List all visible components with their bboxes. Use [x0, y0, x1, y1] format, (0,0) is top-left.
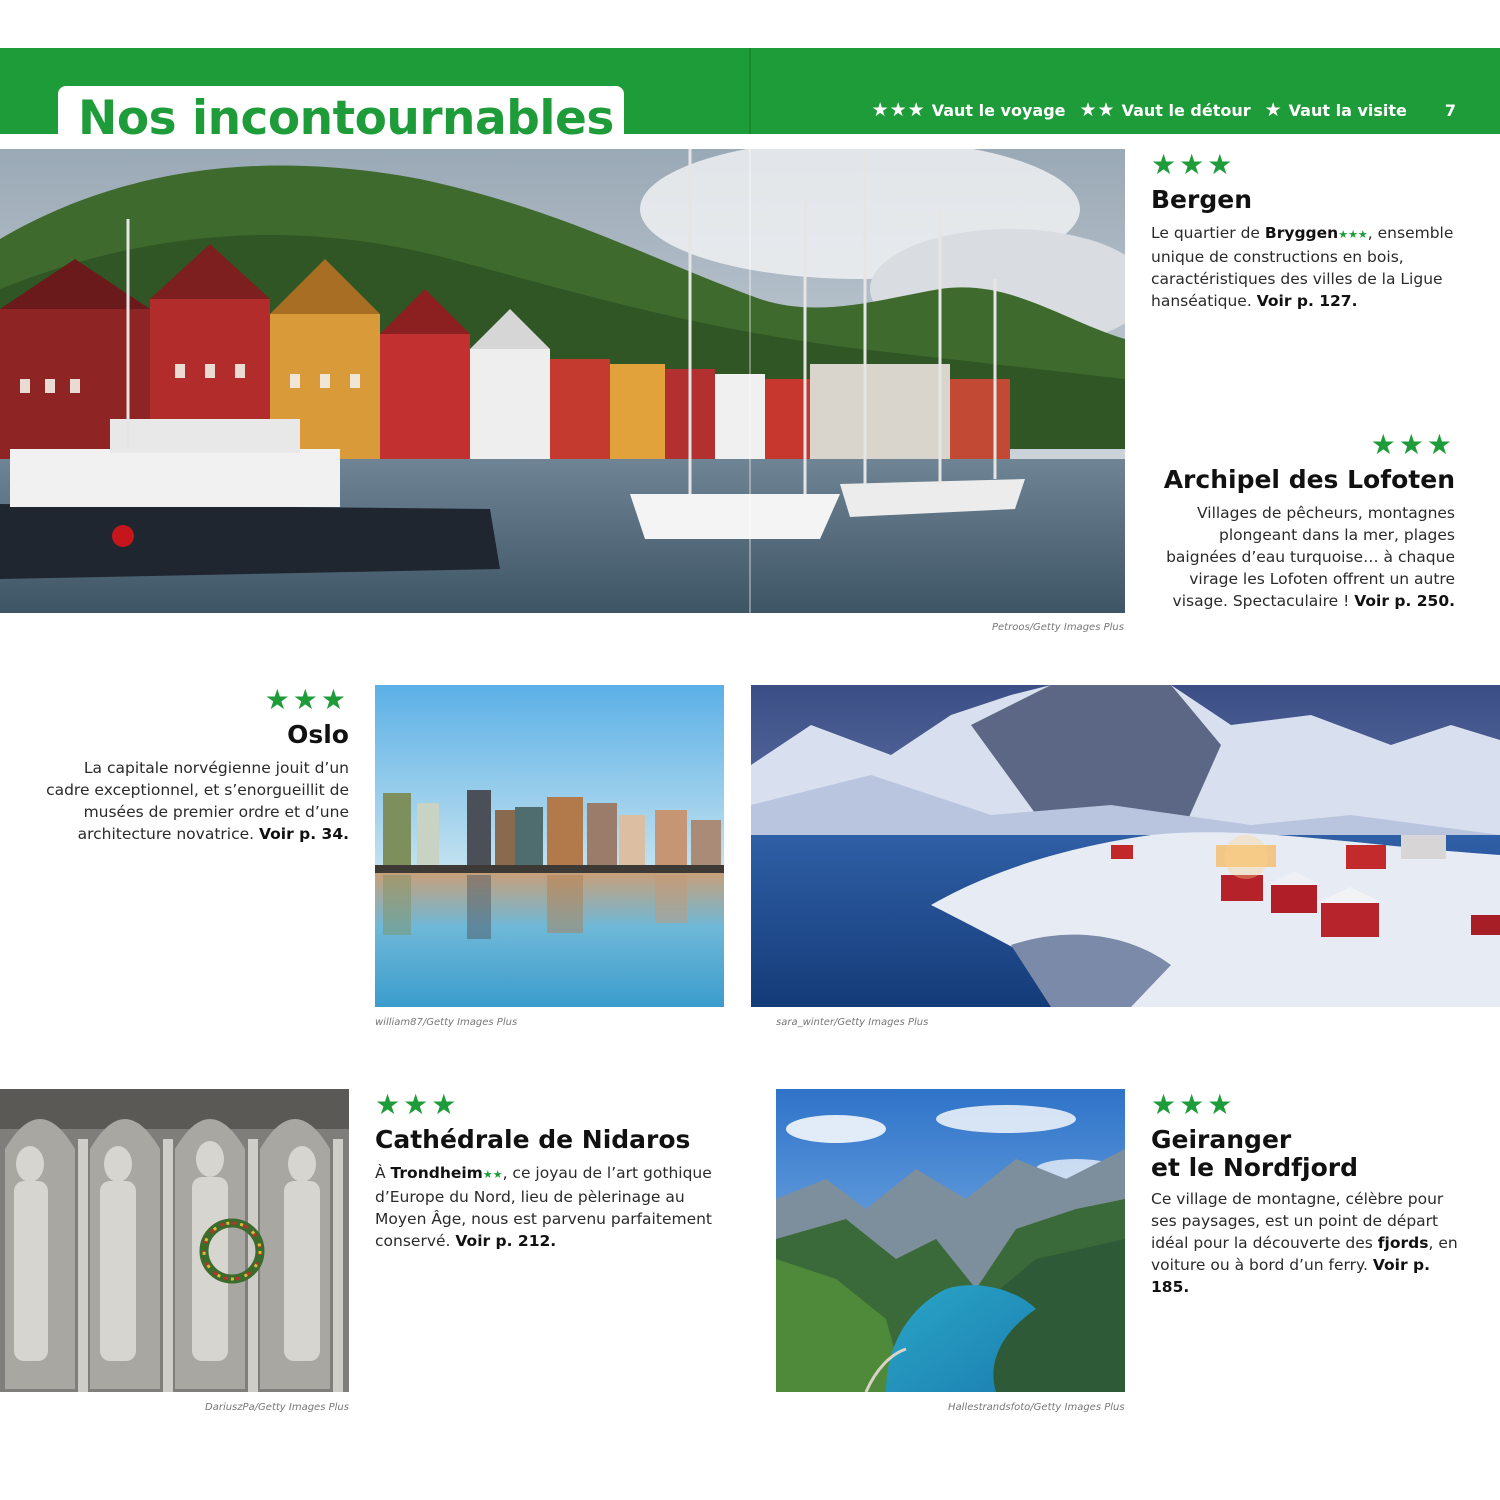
geiranger-highlight: fjords [1377, 1234, 1429, 1252]
one-star-icon: ★ [1264, 99, 1283, 121]
oslo-title: Oslo [287, 720, 349, 749]
page-title: Nos incontournables [78, 91, 614, 146]
page-number: 7 [1444, 100, 1456, 120]
nidaros-page-ref: Voir p. 212. [455, 1232, 557, 1250]
oslo-skyline-image [375, 685, 724, 1007]
legend-item-3 [872, 99, 1066, 121]
bergen-description [1151, 222, 1461, 312]
geiranger-photo-credit: Hallestrandsfoto/Getty Images Plus [948, 1402, 1125, 1413]
geiranger-desc-part: , en voiture ou à bord d’un ferry. [1151, 1234, 1458, 1274]
nidaros-photo [0, 1089, 349, 1392]
geiranger-page-ref: Voir p. 185. [1151, 1256, 1430, 1296]
geiranger-fjord-image [776, 1089, 1125, 1392]
bergen-rating-stars-icon: ★★★ [1151, 148, 1236, 181]
legend-label-3: Vaut le voyage [931, 100, 1066, 120]
oslo-description [40, 757, 349, 845]
geiranger-photo [776, 1089, 1125, 1392]
nidaros-desc-part: , ce joyau de l’art gothique d’Europe du Nord, lieu de pèlerinage au Moyen Âge, nous est parvenu parfaitement conservé. [375, 1164, 713, 1250]
bergen-highlight: Bryggen [1264, 224, 1339, 242]
bergen-desc-part: Le quartier de [1151, 224, 1265, 242]
nidaros-title: Cathédrale de Nidaros [375, 1125, 691, 1154]
lofoten-rating-stars-icon: ★★★ [1370, 428, 1455, 461]
geiranger-title [1151, 1126, 1461, 1182]
nidaros-highlight: Trondheim [390, 1164, 483, 1182]
geiranger-rating-stars-icon: ★★★ [1151, 1088, 1236, 1121]
lofoten-page-ref: Voir p. 250. [1354, 592, 1455, 610]
nidaros-desc-part: À [375, 1164, 391, 1182]
nidaros-photo-credit: DariuszPa/Getty Images Plus [205, 1402, 349, 1413]
nidaros-description [375, 1162, 725, 1252]
legend-item-1 [1265, 99, 1407, 121]
bergen-photo-credit: Petroos/Getty Images Plus [992, 622, 1124, 633]
bergen-title: Bergen [1151, 185, 1252, 214]
legend-item-2 [1080, 99, 1251, 121]
lofoten-entry [1150, 430, 1455, 612]
lofoten-photo-credit: sara_winter/Getty Images Plus [776, 1017, 929, 1028]
legend-label-1: Vaut la visite [1288, 100, 1407, 120]
bergen-harbour-image [0, 149, 1125, 613]
lofoten-title: Archipel des Lofoten [1163, 465, 1455, 494]
lofoten-village-image [751, 685, 1500, 1007]
legend-label-2: Vaut le détour [1121, 100, 1251, 120]
lofoten-description [1150, 502, 1455, 612]
bryggen-stars-icon: ★★★ [1338, 228, 1368, 241]
nidaros-rating-stars-icon: ★★★ [375, 1088, 460, 1121]
star-legend [872, 96, 1456, 124]
geiranger-entry [1151, 1090, 1461, 1298]
page-fold [749, 48, 751, 134]
three-star-icon: ★★★ [871, 99, 926, 121]
lofoten-photo [751, 685, 1500, 1007]
bergen-page-ref: Voir p. 127. [1256, 292, 1358, 310]
geiranger-desc-part: Ce village de montagne, célèbre pour ses paysages, est un point de départ idéal pour la découverte des [1151, 1190, 1444, 1252]
lofoten-desc-part: Villages de pêcheurs, montagnes plongeant dans la mer, plages baignées d’eau turquoise… à chaque virage les Lofoten offrent un autre visage. Spectaculaire ! [1166, 504, 1455, 610]
nidaros-statues-image [0, 1089, 349, 1392]
trondheim-stars-icon: ★★ [482, 1168, 503, 1181]
bergen-entry [1151, 150, 1461, 312]
oslo-entry [40, 685, 349, 845]
bergen-photo [0, 149, 1125, 613]
oslo-page-ref: Voir p. 34. [259, 825, 349, 843]
geiranger-title-line2: et le Nordfjord [1151, 1153, 1359, 1182]
bergen-desc-part: , ensemble unique de constructions en bois, caractéristiques des villes de la Ligue hanséatique. [1151, 224, 1454, 310]
two-star-icon: ★★ [1079, 99, 1116, 121]
oslo-rating-stars-icon: ★★★ [264, 683, 349, 716]
oslo-photo-credit: william87/Getty Images Plus [375, 1017, 518, 1028]
oslo-photo [375, 685, 724, 1007]
geiranger-description [1151, 1188, 1461, 1298]
oslo-desc-part: La capitale norvégienne jouit d’un cadre exceptionnel, et s’enorgueillit de musées de premier ordre et d’une architecture novatrice. [46, 759, 349, 843]
geiranger-title-line1: Geiranger [1151, 1125, 1292, 1154]
nidaros-entry [375, 1090, 725, 1252]
